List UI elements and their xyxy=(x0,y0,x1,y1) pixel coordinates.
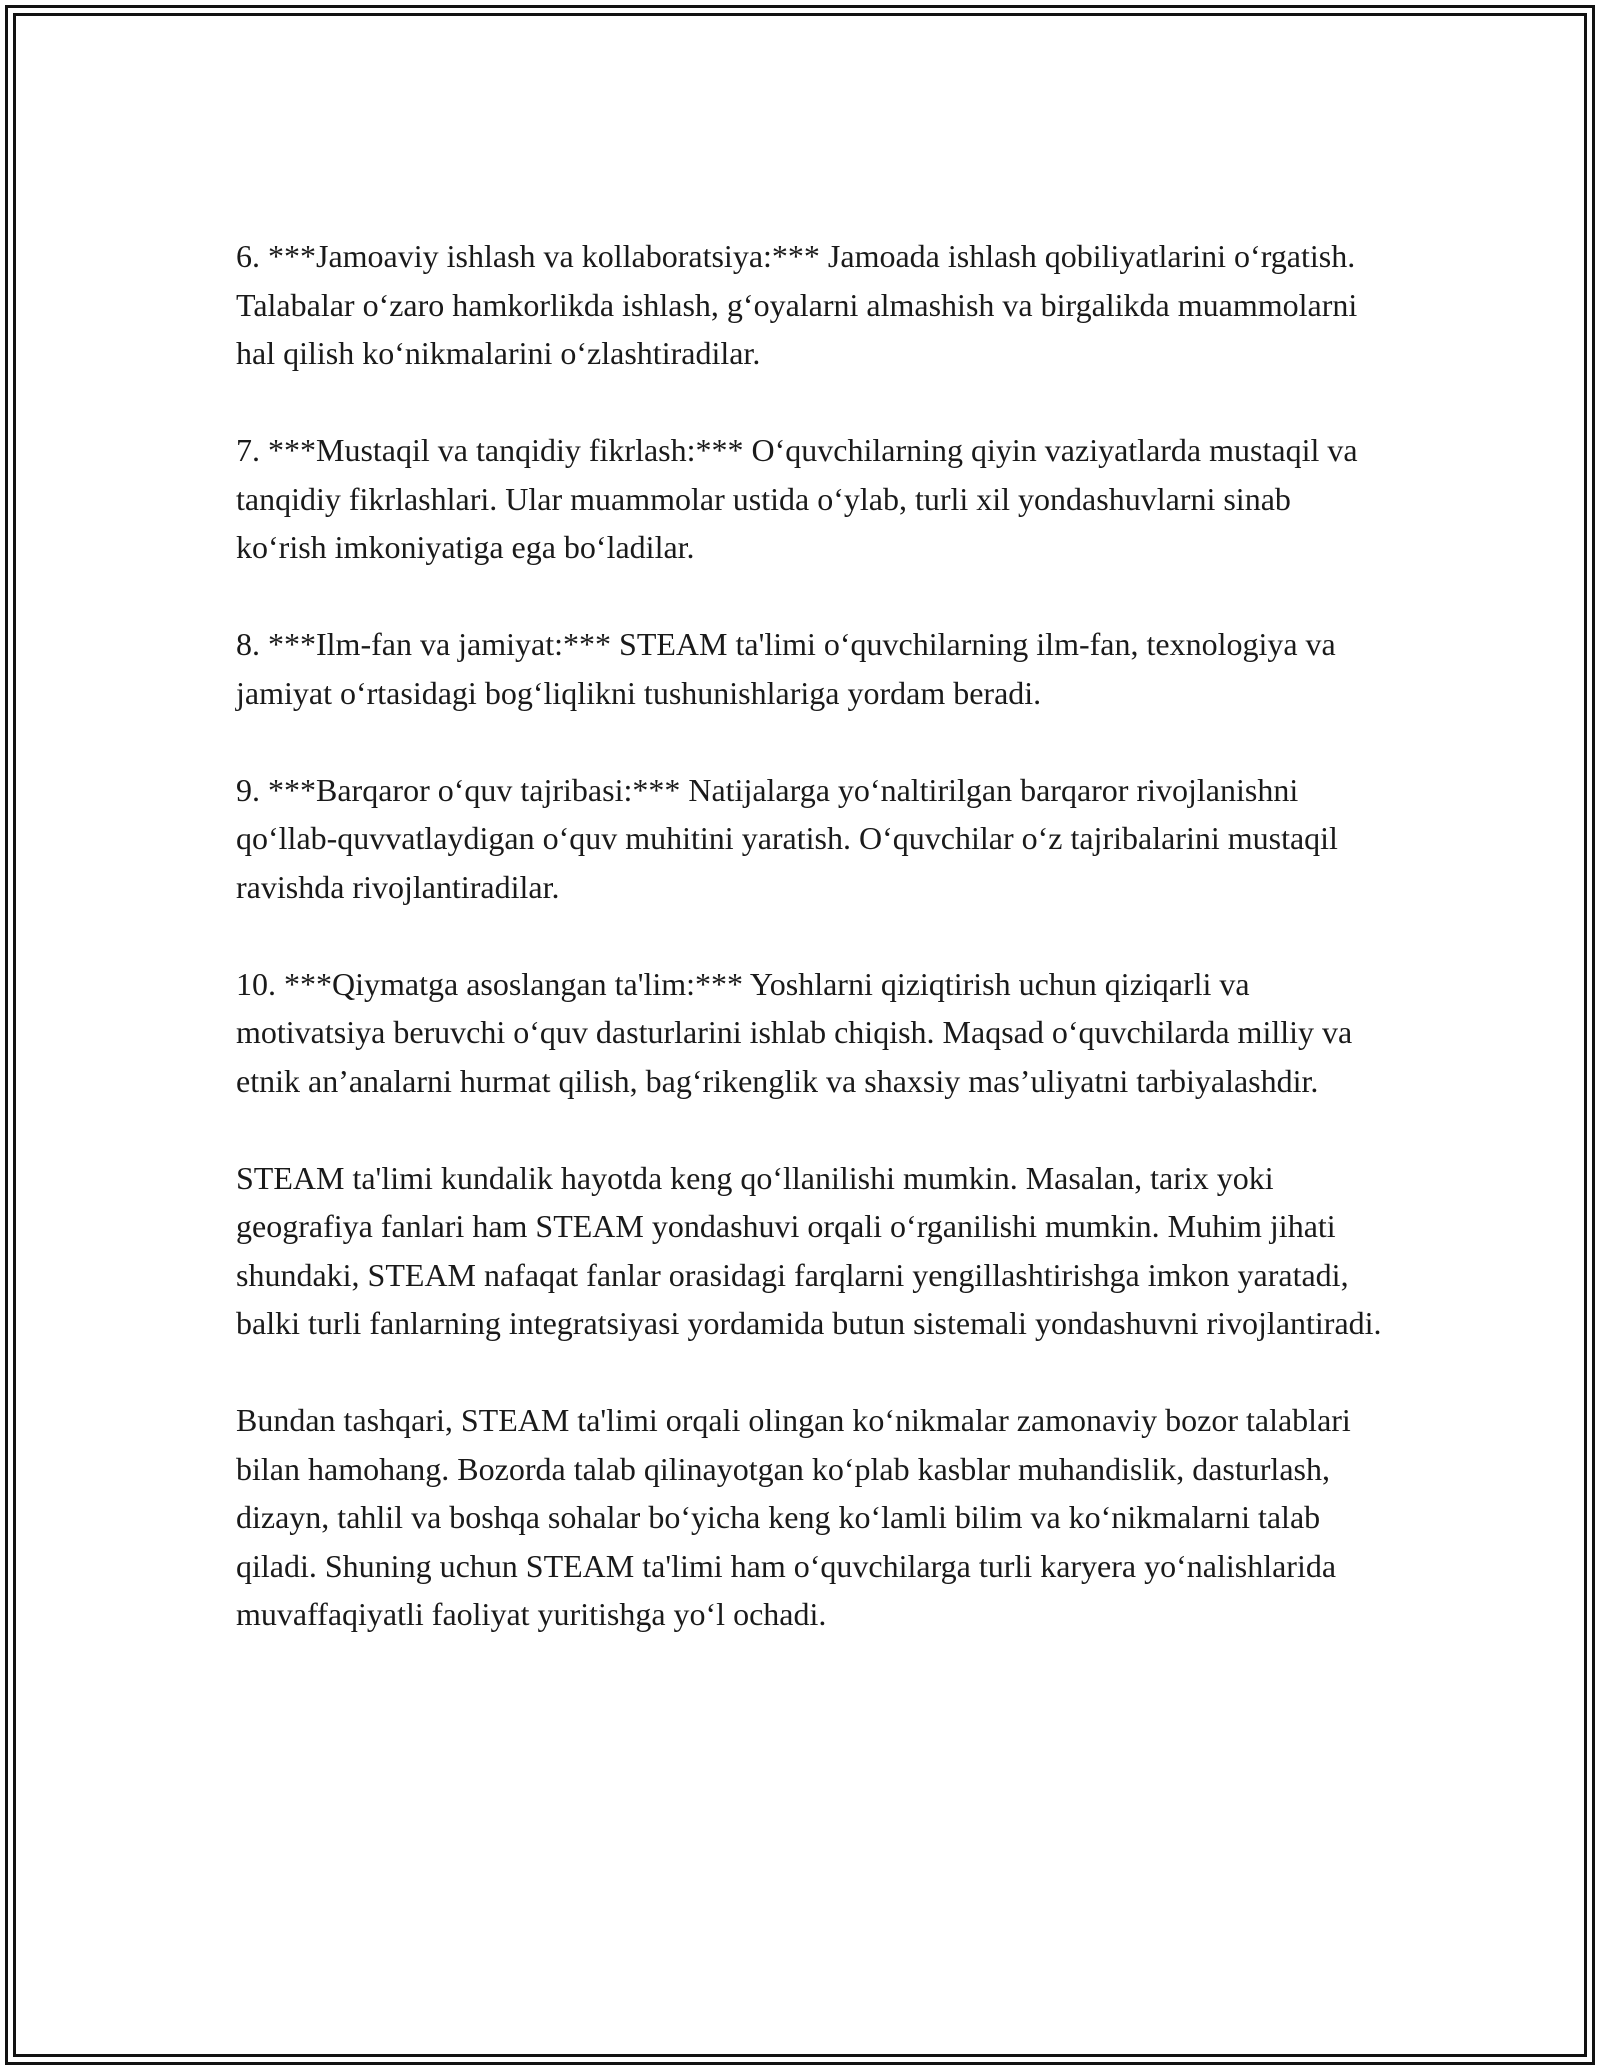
list-item-value-based-education: 10. ***Qiymatga asoslangan ta'lim:*** Yoshlarni qiziqtirish uchun qiziqarli va motivatsiya beruvchi o‘quv dasturlarini ishlab chiqish. Maqsad o‘quvchilarda milliy va etnik an’analarni hurmat qilish, bag‘rikenglik va shaxsiy mas’uliyatni tarbiyalashdir. xyxy=(236,965,1353,1099)
list-item-science-society: 8. ***Ilm-fan va jamiyat:*** STEAM ta'limi o‘quvchilarning ilm-fan, texnologiya va jamiyat o‘rtasidagi bog‘liqlikni tushunishlariga yordam beradi. xyxy=(236,626,1336,711)
paragraph-daily-application: STEAM ta'limi kundalik hayotda keng qo‘llanilishi mumkin. Masalan, tarix yoki geografiya fanlari ham STEAM yondashuvi orqali o‘rganilishi mumkin. Muhim jihati shundaki, STEAM nafaqat fanlar orasidagi farqlarni yengillashtirishga imkon yaratadi, balki turli fanlarning integratsiyasi yordamida butun sistemali yondashuvni rivojlantiradi. xyxy=(236,1159,1382,1341)
list-item-critical-thinking: 7. ***Mustaqil va tanqidiy fikrlash:*** O‘quvchilarning qiyin vaziyatlarda mustaqil va tanqidiy fikrlashlari. Ular muammolar ustida o‘ylab, turli xil yondashuvlarni sinab ko‘rish imkoniyatiga ega bo‘ladilar. xyxy=(236,432,1358,565)
list-item-teamwork: 6. ***Jamoaviy ishlash va kollaboratsiya:*** Jamoada ishlash qobiliyatlarini o‘rgatish. Talabalar o‘zaro hamkorlikda ishlash, g‘oyalarni almashish va birgalikda muammolarni hal qilish ko‘nikmalarini o‘zlashtiradilar. xyxy=(236,238,1358,371)
paragraph-market-skills: Bundan tashqari, STEAM ta'limi orqali olingan ko‘nikmalar zamonaviy bozor talablari bilan hamohang. Bozorda talab qilinayotgan ko‘plab kasblar muhandislik, dasturlash, dizayn, tahlil va boshqa sohalar bo‘yicha keng ko‘lamli bilim va ko‘nikmalarni talab qiladi. Shuning uchun STEAM ta'limi ham o‘quvchilarga turli karyera yo‘nalishlarida muvaffaqiyatli faoliyat yuritishga yo‘l ochadi. xyxy=(236,1402,1351,1632)
document-body xyxy=(236,232,1386,1687)
list-item-sustainable-learning: 9. ***Barqaror o‘quv tajribasi:*** Natijalarga yo‘naltirilgan barqaror rivojlanishni qo‘llab-quvvatlaydigan o‘quv muhitini yaratish. O‘quvchilar o‘z tajribalarini mustaqil ravishda rivojlantiradilar. xyxy=(236,771,1338,905)
